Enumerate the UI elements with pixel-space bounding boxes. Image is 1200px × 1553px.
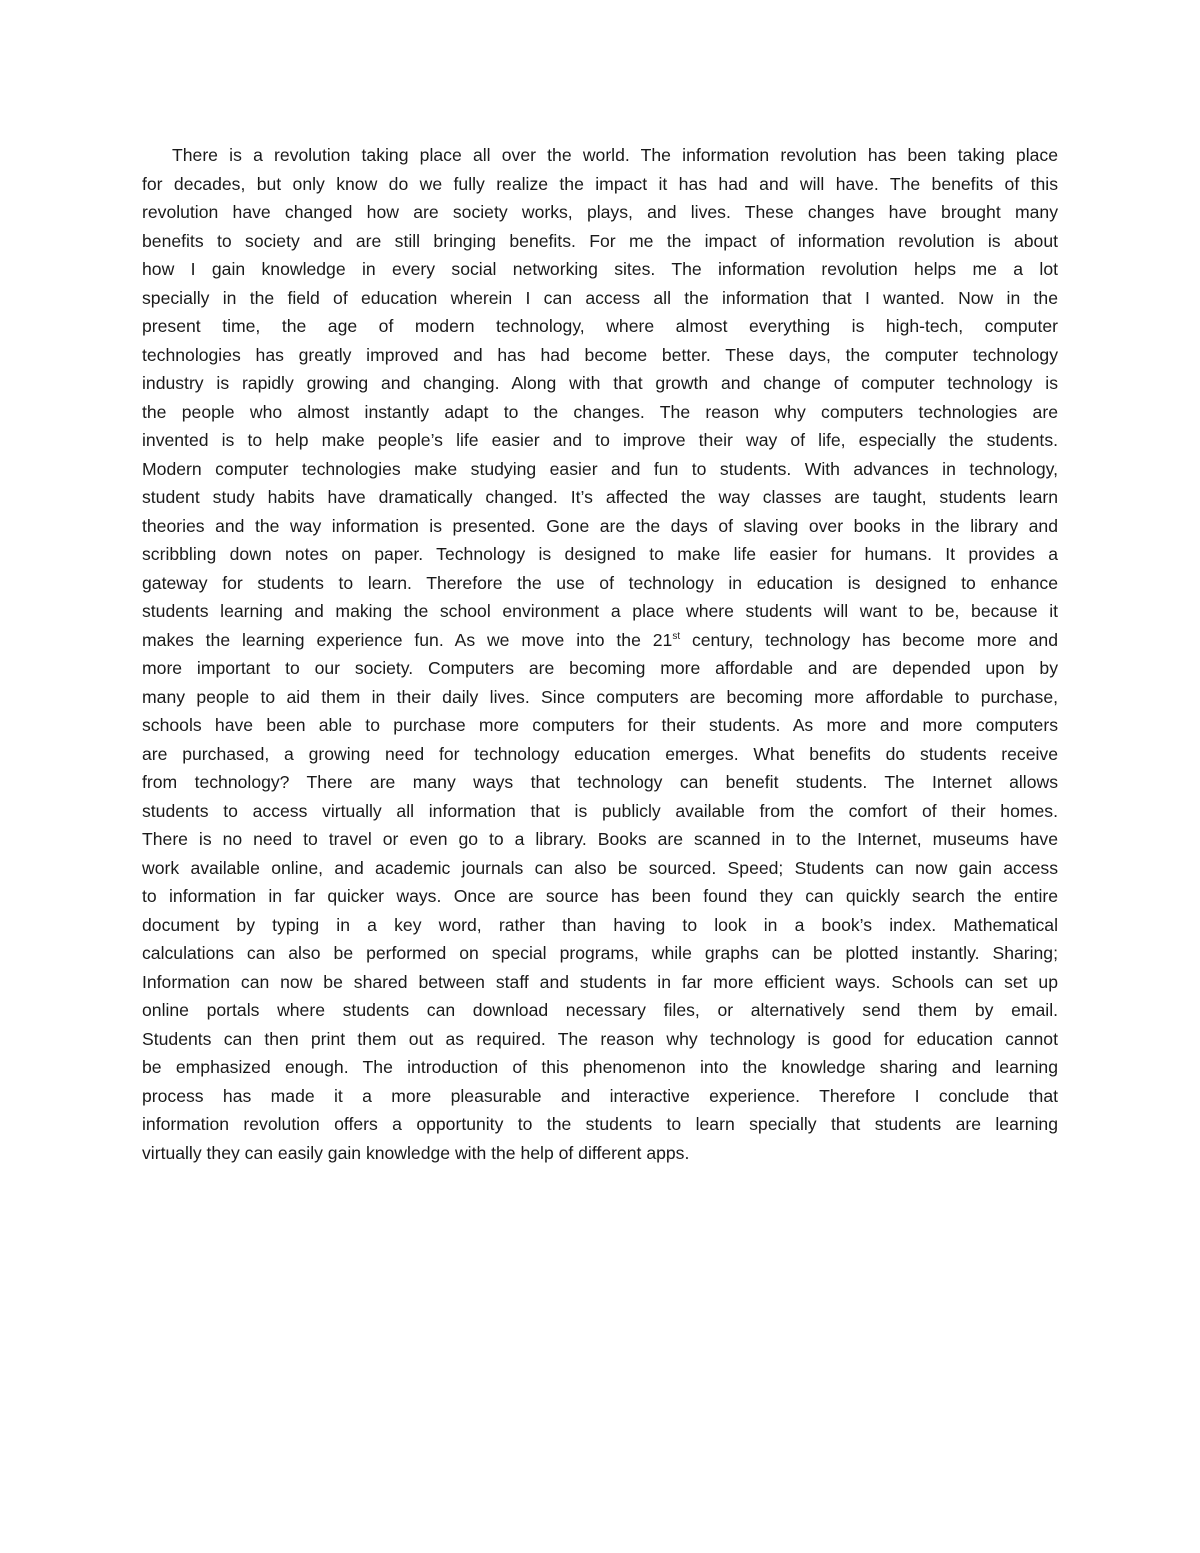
essay-paragraph xyxy=(142,141,1058,1167)
paragraph-line: There is a revolution taking place all over the world. The information revolution has been taking place xyxy=(172,145,1058,165)
paragraph-line: scribbling down notes on paper. Technology is designed to make life easier for humans. It provides a xyxy=(142,544,1058,564)
paragraph-line-superscript xyxy=(142,626,1058,655)
paragraph-line: gateway for students to learn. Therefore the use of technology in education is designed to enhance xyxy=(142,572,1058,593)
paragraph-line: There is no need to travel or even go to a library. Books are scanned in to the Internet, museums have xyxy=(142,829,1058,849)
paragraph-line: Modern computer technologies make studying easier and fun to students. With advances in technology, xyxy=(142,458,1058,479)
paragraph-line: schools have been able to purchase more computers for their students. As more and more computers xyxy=(142,715,1058,735)
paragraph-line: the people who almost instantly adapt to the changes. The reason why computers technologies are xyxy=(142,401,1058,422)
paragraph-line: present time, the age of modern technology, where almost everything is high-tech, computer xyxy=(142,316,1058,336)
line-text-after: century, technology has become more and xyxy=(680,629,1058,650)
paragraph-line: theories and the way information is presented. Gone are the days of slaving over books in the library and xyxy=(142,515,1058,536)
paragraph-line-final: virtually they can easily gain knowledge with the help of different apps. xyxy=(142,1142,690,1163)
ordinal-suffix: st xyxy=(672,630,681,642)
paragraph-line: specially in the field of education wherein I can access all the information that I wanted. Now in the xyxy=(142,287,1058,308)
line-text-before: makes the learning experience fun. As we move into the 21 xyxy=(142,629,673,650)
paragraph-line: students learning and making the school environment a place where students will want to be, because it xyxy=(142,601,1058,621)
paragraph-line: how I gain knowledge in every social networking sites. The information revolution helps me a lot xyxy=(142,259,1058,279)
paragraph-line: be emphasized enough. The introduction of this phenomenon into the knowledge sharing and learning xyxy=(142,1057,1058,1077)
paragraph-line: for decades, but only know do we fully realize the impact it has had and will have. The benefits of this xyxy=(142,173,1058,194)
paragraph-line: document by typing in a key word, rather than having to look in a book’s index. Mathematical xyxy=(142,914,1058,935)
paragraph-line: more important to our society. Computers are becoming more affordable and are depended upon by xyxy=(142,658,1058,678)
paragraph-line: students to access virtually all information that is publicly available from the comfort of their homes. xyxy=(142,800,1058,821)
paragraph-line: many people to aid them in their daily lives. Since computers are becoming more affordable to purchase, xyxy=(142,686,1058,707)
paragraph-line: benefits to society and are still bringing benefits. For me the impact of information revolution is about xyxy=(142,230,1058,251)
paragraph-line: online portals where students can download necessary files, or alternatively send them by email. xyxy=(142,1000,1058,1020)
paragraph-line: revolution have changed how are society works, plays, and lives. These changes have brought many xyxy=(142,202,1058,222)
paragraph-line: technologies has greatly improved and has had become better. These days, the computer technology xyxy=(142,344,1058,365)
paragraph-line: student study habits have dramatically changed. It’s affected the way classes are taught, students learn xyxy=(142,487,1058,507)
paragraph-line: industry is rapidly growing and changing. Along with that growth and change of computer technology is xyxy=(142,373,1058,393)
paragraph-line: are purchased, a growing need for technology education emerges. What benefits do students receive xyxy=(142,743,1058,764)
paragraph-line: information revolution offers a opportunity to the students to learn specially that students are learning xyxy=(142,1114,1058,1134)
paragraph-line: invented is to help make people’s life easier and to improve their way of life, especially the students. xyxy=(142,430,1058,450)
paragraph-line: Students can then print them out as required. The reason why technology is good for education cannot xyxy=(142,1028,1058,1049)
paragraph-line: from technology? There are many ways that technology can benefit students. The Internet allows xyxy=(142,772,1058,792)
paragraph-line: calculations can also be performed on special programs, while graphs can be plotted instantly. Sharing; xyxy=(142,943,1058,963)
paragraph-line: to information in far quicker ways. Once are source has been found they can quickly search the entire xyxy=(142,886,1058,906)
paragraph-line: process has made it a more pleasurable and interactive experience. Therefore I conclude that xyxy=(142,1085,1058,1106)
paragraph-line: Information can now be shared between staff and students in far more efficient ways. Schools can set up xyxy=(142,971,1058,992)
paragraph-line: work available online, and academic journals can also be sourced. Speed; Students can now gain access xyxy=(142,857,1058,878)
